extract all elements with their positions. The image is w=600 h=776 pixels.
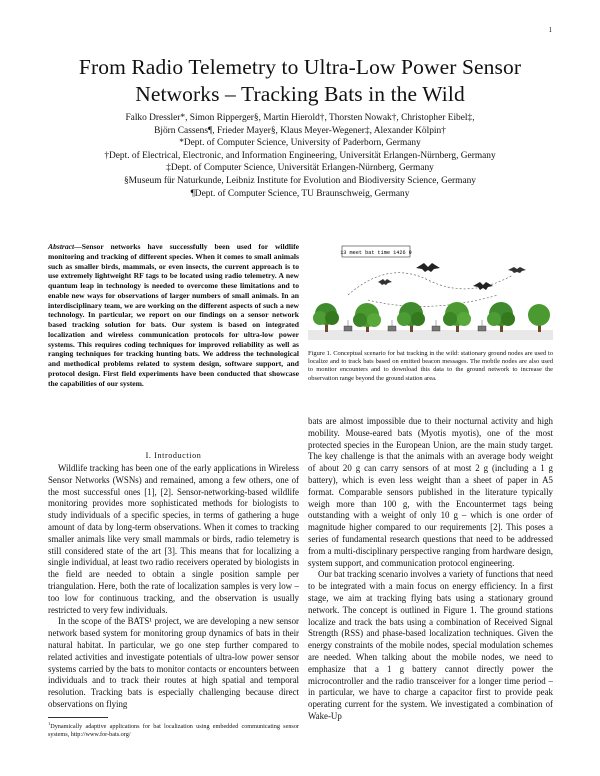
abstract (48, 242, 299, 388)
paragraph: In the scope of the BATS¹ project, we are developing a new sensor network based system for monitoring group dynamics of bats in their natural habitat. In particular, we go one step further compared to related activities and investigate potentials of ultra-low power sensor systems carried by the bats to monitor contacts or encounters between individuals and to track their routes at high spatial and temporal resolution. Tracking bats is especially challenging because direct observations on flying (48, 616, 299, 709)
affiliation-2: †Dept. of Electrical, Electronic, and Information Engineering, Universität Erlangen-Nürnberg, Germany (104, 150, 496, 161)
ground (308, 330, 553, 340)
footnote (48, 720, 299, 738)
affiliation-4: §Museum für Naturkunde, Leibniz Institute for Evolution and Biodiversity Science, Germany (123, 175, 476, 186)
tree-icon (443, 302, 471, 332)
affiliation-1: *Dept. of Computer Science, University of Paderborn, Germany (179, 138, 421, 149)
ground-node-icon (388, 320, 396, 331)
figure-caption: Figure 1. Conceptual scenario for bat tracking in the wild: stationary ground nodes are used to localize and to track bats based on emitted beacon messages. The mobile nodes are also used to monitor encounters and to download this data to the ground network to increase the observation range beyond the ground station area. (308, 350, 553, 382)
ground-node-icon (344, 320, 352, 331)
bat-icon (473, 282, 493, 290)
footnote-mark: 1 (48, 721, 51, 726)
figure-1 (308, 240, 553, 340)
paragraph: bats are almost impossible due to their nocturnal activity and high mobility. Mouse-eared bats (Myotis myotis), one of the most protected species in the European Union, are the main study target. The key challenge is that the animals with an average body weight of about 20 g can carry sensors of at most 2 g (including a 1 g battery), which is even less weight than a sheet of paper in A5 format. Comparable sensors published in the literature typically weigh more than 100 g, with the Encountermet tags being outstanding with a weight of only 10 g – which is one order of magnitude higher compared to our requirements [2]. This poses a series of fundamental research questions that need to be addressed from a multi-disciplinary perspective ranging from hardware design, system support, and communication protocol engineering. (308, 416, 553, 568)
tree-icon (528, 304, 550, 332)
abstract-text: —Sensor networks have successfully been used for wildlife monitoring and tracking of different species. When it comes to small animals such as smaller birds, mammals, or even insects, the current approach is to use extremely lightweight RF tags to be located using radio telemetry. A new quantum leap in technology is needed to overcome these limitations and to enable new ways for observations of larger numbers of small animals. In an interdisciplinary team, we are working on the different aspects of such a new technology. In particular, we report on our findings on a sensor network based tracking solution for bats. Our system is based on integrated localization and wireless communication protocols for ultra-low power systems. This requires coding techniques for improved reliability as well as ranging techniques for tracking hunting bats. We address the technological and methodical problems related to system design, software support, and protocol design. First field experiments have been conducted that showcase the capabilities of our system. (48, 242, 299, 388)
bat-icon (378, 279, 392, 285)
affiliation-5: ¶Dept. of Computer Science, TU Braunschweig, Germany (190, 188, 410, 199)
bat-icon (508, 267, 526, 273)
footnote-text: Dynamically adaptive applications for bat localization using embedded communicating sensor systems, http://www.for-bats.org/ (48, 723, 299, 738)
label-box-text: 13 meet bat time 1426 9 (340, 250, 412, 256)
section-heading: I. Introduction (145, 451, 202, 460)
paper-title: From Radio Telemetry to Ultra-Low Power Sensor Networks – Tracking Bats in the Wild (78, 55, 522, 106)
tree-icon (353, 303, 381, 332)
left-body (48, 463, 299, 711)
footnote-rule (48, 717, 108, 718)
author-line-1: Falko Dressler*, Simon Ripperger§, Martin Hierold†, Thorsten Nowak†, Christopher Eibel‡, (125, 113, 475, 123)
bat-icon (416, 263, 440, 272)
bat-tracking-scenario-illustration (308, 240, 553, 340)
author-line-2: Björn Cassens¶, Frieder Mayer§, Klaus Meyer-Wegener‡, Alexander Kölpin† (154, 125, 446, 136)
flight-path (368, 295, 498, 306)
page-number: 1 (548, 26, 552, 34)
abstract-label: Abstract (48, 242, 75, 251)
ground-node-icon (478, 320, 486, 331)
affiliation-3: ‡Dept. of Computer Science, Universität Erlangen-Nürnberg, Germany (166, 163, 434, 174)
author-block (40, 112, 560, 200)
paragraph: Our bat tracking scenario involves a variety of functions that need to be integrated with a main focus on energy efficiency. In a first stage, we aim at tracking flying bats using a stationary ground network. The concept is outlined in Figure 1. The ground stations localize and track the bats using a combination of Received Signal Strength (RSS) and phase-based localization techniques. Given the energy constraints of the mobile nodes, special modulation schemes are needed. When talking about the mobile nodes, we need to emphasize that a 1 g battery cannot directly power the microcontroller and the radio transceiver for a longer time period – in particular, we have to charge a capacitor first to provide peak operating current for the system. We investigated a combination of Wake-Up (308, 569, 553, 721)
tree-icon (487, 302, 515, 332)
tree-icon (313, 303, 339, 332)
paragraph: Wildlife tracking has been one of the early applications in Wireless Sensor Networks (WSNs) and remained, among a few others, one of the most successful ones [1], [2]. Sensor-networking-based wildlife monitoring provides more sophisticated methods for biologists to study individuals of a specific species, in terms of gathering a huge amount of data by long-term observations. When it comes to tracking smaller animals like very small mammals or birds, radio telemetry is still considered state of the art [3]. This means that for localizing a single individual, at least two radio receivers operated by biologists in the field are needed to obtain a single position sample per triangulation. Here, both the rate of localization samples is very low – too low for continuous tracking, and the observation is usually restricted to very few individuals. (48, 463, 299, 615)
right-body (308, 416, 553, 723)
ground-node-icon (432, 320, 440, 331)
